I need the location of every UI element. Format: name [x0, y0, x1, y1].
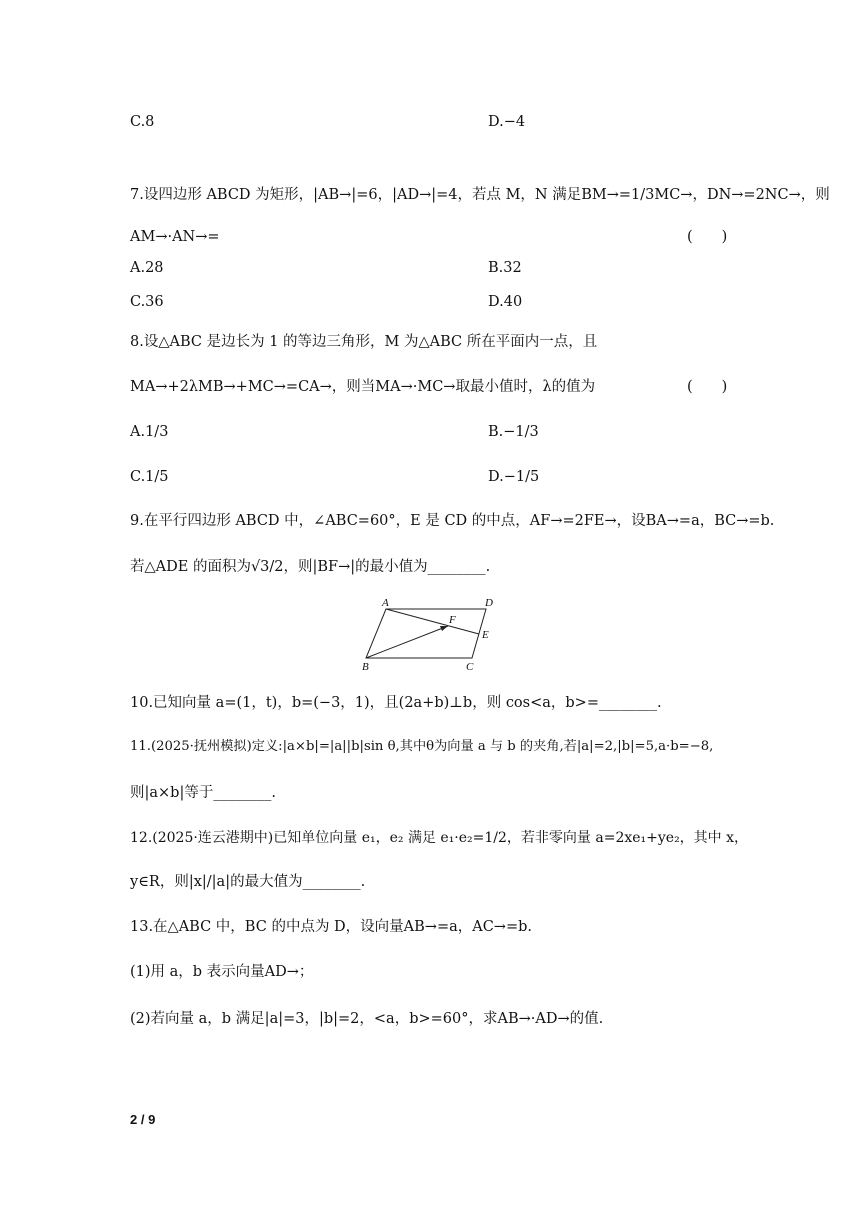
label-e: E	[482, 629, 489, 641]
label-f: F	[449, 614, 456, 626]
label-a: A	[382, 597, 389, 609]
q8-stem-line2: MA→+2λMB→+MC→=CA→，则当MA→·MC→取最小值时，λ的值为	[130, 379, 596, 395]
q11-stem-line2: 则|a×b|等于________.	[130, 785, 276, 801]
q8-stem-line1: 8.设△ABC 是边长为 1 的等边三角形，M 为△ABC 所在平面内一点，且	[130, 334, 598, 350]
parallelogram-diagram	[356, 596, 508, 674]
q7-stem-line2: AM→·AN→=	[130, 229, 220, 245]
q12-stem-line1: 12.(2025·连云港期中)已知单位向量 e₁，e₂ 满足 e₁·e₂=1/2，若非零向量 a=2xe₁+ye₂，其中 x，	[130, 830, 749, 846]
q11-stem-line1: 11.(2025·抚州模拟)定义:|a×b|=|a||b|sin θ,其中θ为向量 a 与 b 的夹角,若|a|=2,|b|=5,a·b=−8,	[130, 739, 714, 754]
q7-answer-bracket: ( )	[687, 229, 728, 245]
q9-stem-line1: 9.在平行四边形 ABCD 中，∠ABC=60°，E 是 CD 的中点，AF→=2FE→，设BA→=a，BC→=b.	[130, 513, 775, 529]
label-c: C	[466, 661, 474, 673]
label-b: B	[362, 661, 369, 673]
segment-bf	[366, 626, 448, 658]
option-d-prev: D.−4	[488, 114, 526, 130]
arrow-head-f	[440, 626, 448, 631]
q9-stem-line2: 若△ADE 的面积为√3/2，则|BF→|的最小值为________.	[130, 559, 491, 575]
q8-option-d: D.−1/5	[488, 469, 540, 485]
q10-stem: 10.已知向量 a=(1，t)，b=(−3，1)，且(2a+b)⊥b，则 cos<a，b>=________.	[130, 695, 662, 711]
q7-option-d: D.40	[488, 294, 523, 310]
page-number: 2 / 9	[130, 1112, 156, 1127]
label-d: D	[485, 597, 493, 609]
q12-stem-line2: y∈R，则|x|/|a|的最大值为________.	[130, 874, 366, 890]
q7-option-b: B.32	[488, 260, 522, 276]
q7-option-a: A.28	[130, 260, 164, 276]
q13-part1: (1)用 a，b 表示向量AD→；	[130, 964, 314, 980]
q8-option-b: B.−1/3	[488, 424, 539, 440]
option-c-prev: C.8	[130, 114, 155, 130]
q13-part2: (2)若向量 a，b 满足|a|=3，|b|=2，<a，b>=60°，求AB→·AD→的值.	[130, 1011, 604, 1027]
q8-option-a: A.1/3	[130, 424, 169, 440]
q7-option-c: C.36	[130, 294, 164, 310]
q13-stem: 13.在△ABC 中，BC 的中点为 D，设向量AB→=a，AC→=b.	[130, 919, 532, 935]
segment-ae	[386, 609, 479, 634]
q8-answer-bracket: ( )	[687, 379, 728, 395]
q7-stem-line1: 7.设四边形 ABCD 为矩形，|AB→|=6，|AD→|=4，若点 M，N 满足BM→=1/3MC→，DN→=2NC→，则	[130, 187, 830, 203]
q8-option-c: C.1/5	[130, 469, 169, 485]
